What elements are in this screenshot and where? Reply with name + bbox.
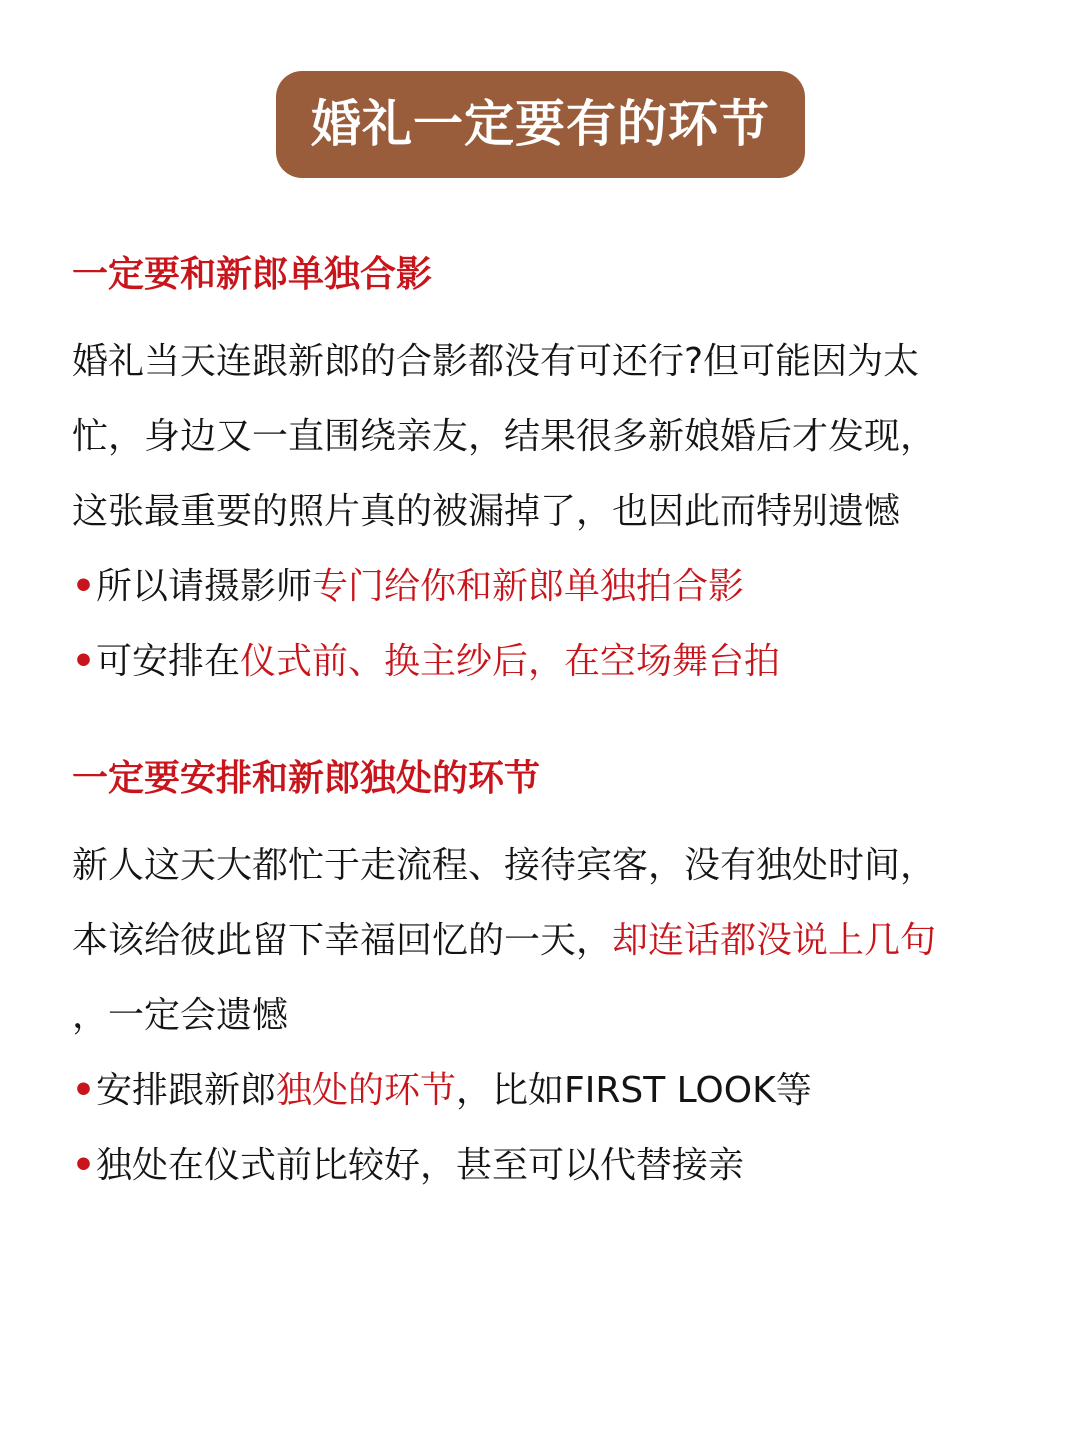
bullet-text: 安排跟新郎 — [96, 1070, 277, 1111]
paragraph-line — [72, 903, 1032, 978]
section-group-photo — [72, 248, 1032, 699]
bullet-text: 独处在仪式前比较好，甚至可以代替接亲 — [96, 1145, 745, 1186]
bullet-dot-icon: • — [72, 566, 96, 607]
section-heading: 一定要和新郎单独合影 — [72, 254, 433, 295]
paragraph-highlight: 却连话都没说上几句 — [612, 920, 937, 961]
paragraph-line: 这张最重要的照片真的被漏掉了，也因此而特别遗憾 — [72, 491, 901, 532]
bullet-item — [72, 1128, 1032, 1203]
bullet-dot-icon: • — [72, 1070, 96, 1111]
paragraph-line: 忙，身边又一直围绕亲友，结果很多新娘婚后才发现， — [72, 416, 937, 457]
bullet-text: 所以请摄影师 — [96, 566, 313, 607]
bullet-highlight: 独处的环节 — [276, 1070, 457, 1111]
section-heading: 一定要安排和新郎独处的环节 — [72, 758, 541, 799]
bullet-highlight: 专门给你和新郎单独拍合影 — [312, 566, 745, 607]
paragraph-line: 新人这天大都忙于走流程、接待宾客，没有独处时间， — [72, 845, 937, 886]
bullet-text: ，比如FIRST LOOK等 — [456, 1070, 812, 1111]
bullet-item — [72, 549, 1032, 624]
page-title: 婚礼一定要有的环节 — [276, 71, 805, 178]
paragraph-line: ，一定会遗憾 — [72, 995, 289, 1036]
section-alone-time — [72, 752, 1032, 1203]
bullet-item — [72, 624, 1032, 699]
paragraph-line: 婚礼当天连跟新郎的合影都没有可还行?但可能因为太 — [72, 341, 920, 382]
bullet-dot-icon: • — [72, 1145, 96, 1186]
paragraph-text: 本该给彼此留下幸福回忆的一天， — [72, 920, 613, 961]
bullet-highlight: 仪式前、换主纱后，在空场舞台拍 — [240, 641, 781, 682]
bullet-dot-icon: • — [72, 641, 96, 682]
bullet-item — [72, 1053, 1032, 1128]
bullet-text: 可安排在 — [96, 641, 241, 682]
